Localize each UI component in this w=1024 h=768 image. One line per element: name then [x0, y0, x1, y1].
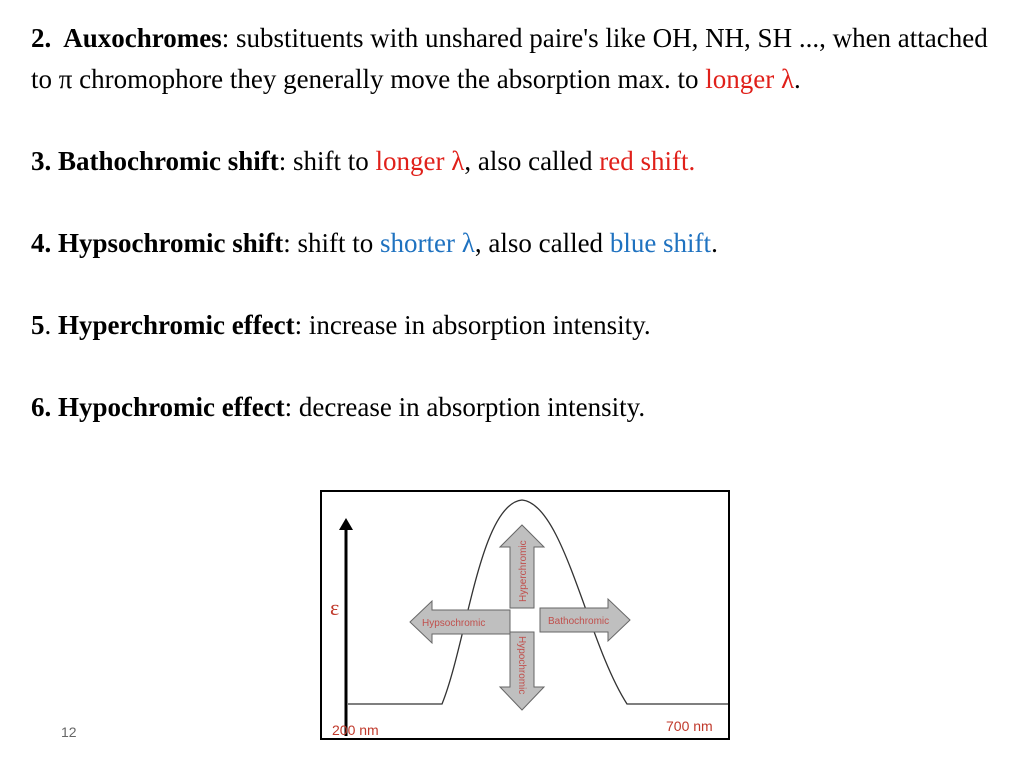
item-description: : shift to: [278, 146, 376, 176]
item-highlight: longer λ: [375, 146, 465, 176]
x-left-label: 200 nm: [332, 722, 379, 738]
bathochromic-label: Bathochromic: [548, 616, 610, 627]
item-number: 5: [31, 310, 45, 340]
hypsochromic-label: Hypsochromic: [422, 618, 486, 629]
item-bathochromic-shift: [31, 141, 991, 182]
y-axis-arrowhead: [339, 518, 353, 530]
item-hypochromic-effect: [31, 387, 991, 428]
item-description: : increase in absorption intensity.: [294, 310, 651, 340]
item-number: 4.: [31, 228, 52, 258]
item-description: : decrease in absorption intensity.: [284, 392, 646, 422]
item-description: : substituents with unshared paire's like OH, NH, SH ..., when attached to π chromophore they generally move the absorption max. to: [31, 23, 988, 94]
item-highlight-2: blue shift: [609, 228, 712, 258]
y-axis-symbol: ε: [330, 595, 340, 620]
item-highlight: shorter λ: [380, 228, 475, 258]
absorption-shift-diagram: [320, 490, 730, 740]
item-term: Bathochromic shift: [58, 146, 279, 176]
item-term: Hyperchromic effect: [58, 310, 295, 340]
slide-body: [31, 18, 991, 428]
hyperchromic-label: Hyperchromic: [518, 540, 529, 602]
absorption-curve: [348, 500, 728, 704]
item-number: 2.: [31, 23, 52, 53]
item-description-cont: , also called: [474, 228, 610, 258]
hypsochromic-arrow: [410, 601, 510, 643]
item-hyperchromic-effect: 5. Hyperchromic effect: increase in absorption intensity.: [31, 310, 651, 340]
slide-number: 12: [61, 724, 77, 740]
item-term: Hypochromic effect: [58, 392, 285, 422]
hypochromic-arrow: [500, 632, 544, 710]
item-description-end: .: [794, 64, 801, 94]
item-description-end: .: [711, 228, 718, 258]
item-auxochromes: [31, 18, 991, 100]
item-number: 6.: [31, 392, 52, 422]
item-highlight-2: red shift.: [599, 146, 696, 176]
hyperchromic-arrow: [500, 525, 544, 608]
item-hypsochromic-shift: [31, 223, 991, 264]
item-term: Auxochromes: [63, 23, 222, 53]
item-highlight: longer λ: [705, 64, 795, 94]
item-description-cont: , also called: [464, 146, 600, 176]
diagram-canvas: [322, 492, 728, 738]
x-right-label: 700 nm: [666, 718, 713, 734]
item-description: : shift to: [283, 228, 381, 258]
item-term: Hypsochromic shift: [58, 228, 284, 258]
hypochromic-label: Hypochromic: [516, 636, 527, 695]
item-number: 3.: [31, 146, 52, 176]
